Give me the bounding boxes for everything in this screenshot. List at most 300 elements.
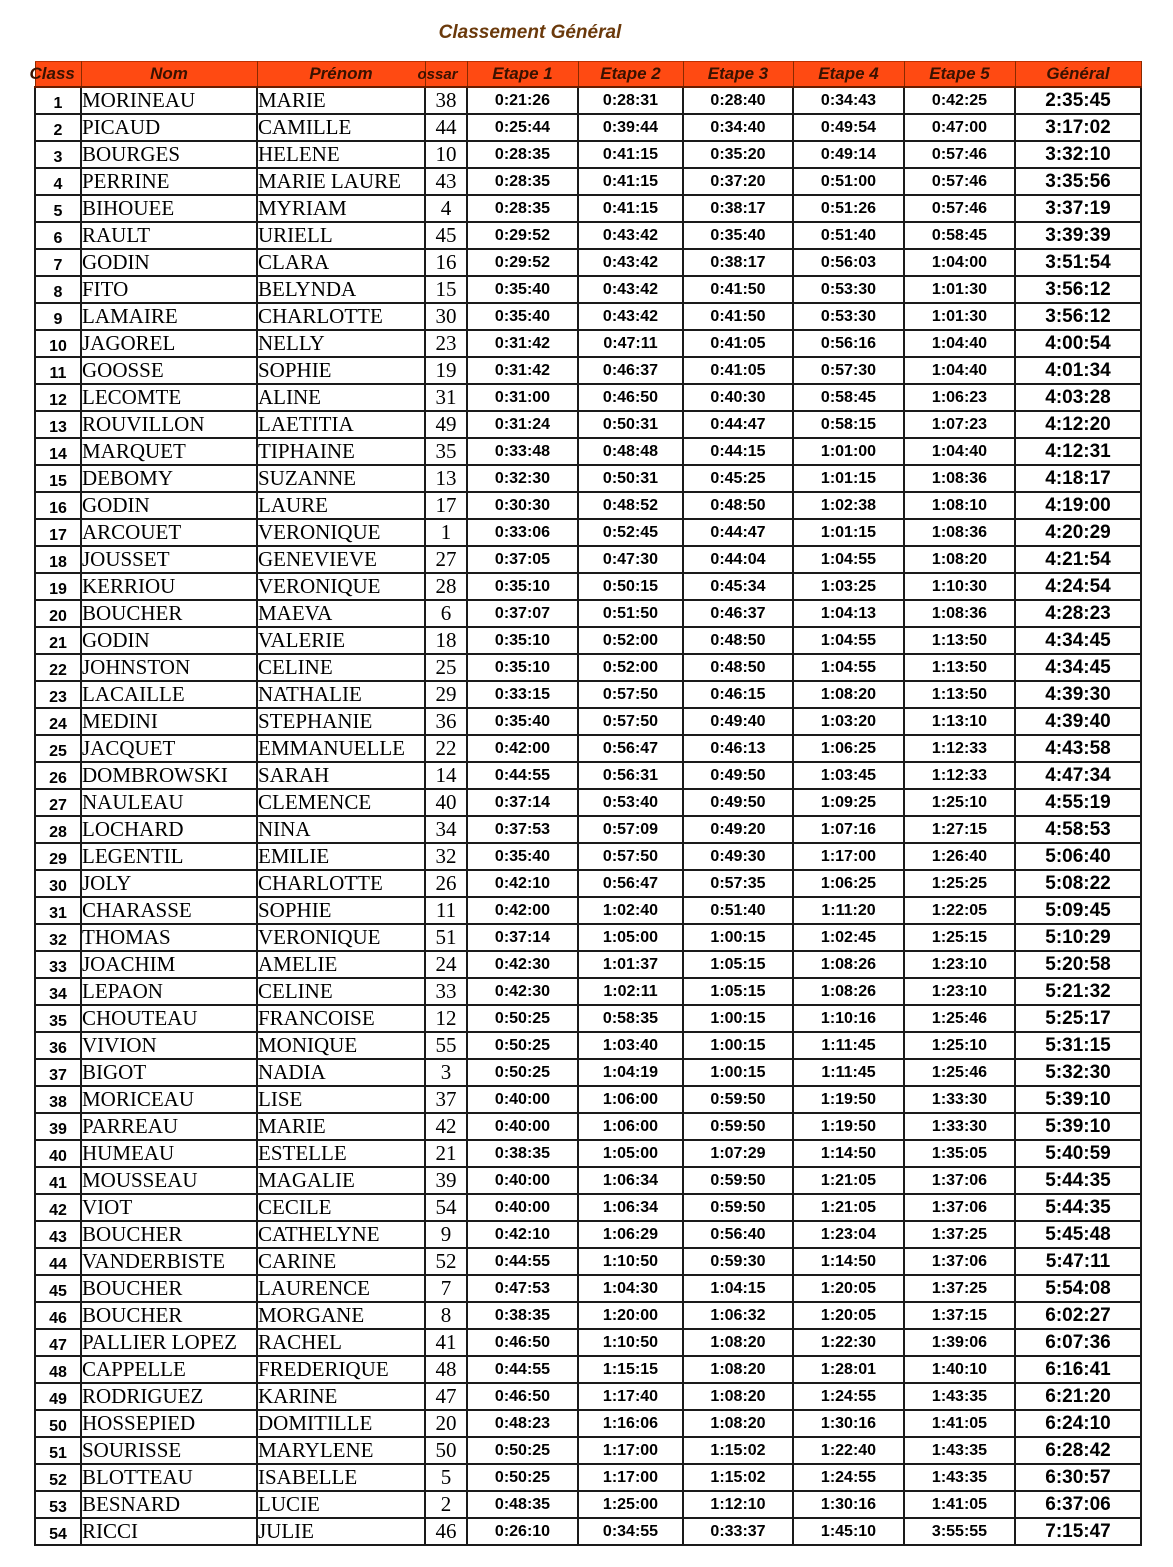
- etape-5-cell: 1:25:10: [904, 789, 1015, 816]
- etape-1-cell: 0:31:00: [467, 384, 578, 411]
- etape-3-cell: 0:40:30: [683, 384, 793, 411]
- prenom-cell: ESTELLE: [257, 1140, 425, 1167]
- etape-4-cell: 0:51:00: [793, 168, 904, 195]
- etape-5-cell: 1:07:23: [904, 411, 1015, 438]
- rank-cell: 42: [35, 1194, 81, 1221]
- etape-5-cell: 1:08:10: [904, 492, 1015, 519]
- etape-3-cell: 1:00:15: [683, 924, 793, 951]
- general-cell: 4:55:19: [1015, 789, 1141, 816]
- etape-2-cell: 1:06:00: [578, 1113, 683, 1140]
- table-row: [35, 1356, 1141, 1383]
- general-cell: 4:21:54: [1015, 546, 1141, 573]
- etape-5-cell: 1:25:10: [904, 1032, 1015, 1059]
- rank-cell: 47: [35, 1329, 81, 1356]
- etape-3-cell: 1:12:10: [683, 1491, 793, 1518]
- etape-1-cell: 0:37:07: [467, 600, 578, 627]
- table-row: [35, 1194, 1141, 1221]
- prenom-cell: MARIE LAURE: [257, 168, 425, 195]
- etape-3-cell: 0:46:13: [683, 735, 793, 762]
- dossard-cell: 51: [425, 924, 467, 951]
- prenom-cell: RACHEL: [257, 1329, 425, 1356]
- rank-cell: 11: [35, 357, 81, 384]
- general-cell: 3:35:56: [1015, 168, 1141, 195]
- nom-cell: PALLIER LOPEZ: [81, 1329, 257, 1356]
- prenom-cell: MAGALIE: [257, 1167, 425, 1194]
- etape-1-cell: 0:29:52: [467, 222, 578, 249]
- nom-cell: GODIN: [81, 492, 257, 519]
- etape-5-cell: 1:40:10: [904, 1356, 1015, 1383]
- nom-cell: LOCHARD: [81, 816, 257, 843]
- nom-cell: BOUCHER: [81, 600, 257, 627]
- etape-1-cell: 0:21:26: [467, 87, 578, 114]
- etape-1-cell: 0:42:10: [467, 870, 578, 897]
- column-header-nom: Nom: [81, 62, 257, 88]
- etape-4-cell: 1:06:25: [793, 735, 904, 762]
- rank-cell: 4: [35, 168, 81, 195]
- dossard-cell: 11: [425, 897, 467, 924]
- etape-3-cell: 0:59:50: [683, 1086, 793, 1113]
- etape-3-cell: 0:48:50: [683, 492, 793, 519]
- nom-cell: GODIN: [81, 627, 257, 654]
- etape-1-cell: 0:40:00: [467, 1194, 578, 1221]
- etape-2-cell: 0:58:35: [578, 1005, 683, 1032]
- prenom-cell: LAURENCE: [257, 1275, 425, 1302]
- table-row: [35, 681, 1141, 708]
- etape-2-cell: 1:02:11: [578, 978, 683, 1005]
- rank-cell: 34: [35, 978, 81, 1005]
- etape-5-cell: 1:43:35: [904, 1437, 1015, 1464]
- nom-cell: BIGOT: [81, 1059, 257, 1086]
- general-cell: 5:10:29: [1015, 924, 1141, 951]
- rank-cell: 24: [35, 708, 81, 735]
- etape-5-cell: 1:06:23: [904, 384, 1015, 411]
- page-title: [0, 22, 1060, 44]
- dossard-cell: 6: [425, 600, 467, 627]
- dossard-cell: 50: [425, 1437, 467, 1464]
- general-cell: 3:39:39: [1015, 222, 1141, 249]
- table-row: [35, 1032, 1141, 1059]
- dossard-cell: 2: [425, 1491, 467, 1518]
- etape-1-cell: 0:26:10: [467, 1518, 578, 1545]
- etape-4-cell: 1:23:04: [793, 1221, 904, 1248]
- rank-cell: 52: [35, 1464, 81, 1491]
- general-cell: 4:34:45: [1015, 654, 1141, 681]
- rank-cell: 28: [35, 816, 81, 843]
- etape-4-cell: 0:53:30: [793, 303, 904, 330]
- table-row: [35, 816, 1141, 843]
- etape-3-cell: 1:06:32: [683, 1302, 793, 1329]
- general-cell: 3:37:19: [1015, 195, 1141, 222]
- nom-cell: BOUCHER: [81, 1302, 257, 1329]
- prenom-cell: NATHALIE: [257, 681, 425, 708]
- table-row: [35, 87, 1141, 114]
- etape-2-cell: 1:06:29: [578, 1221, 683, 1248]
- etape-1-cell: 0:44:55: [467, 1356, 578, 1383]
- etape-4-cell: 1:03:45: [793, 762, 904, 789]
- rank-cell: 46: [35, 1302, 81, 1329]
- etape-5-cell: 1:41:05: [904, 1410, 1015, 1437]
- prenom-cell: SUZANNE: [257, 465, 425, 492]
- etape-2-cell: 0:52:00: [578, 627, 683, 654]
- etape-3-cell: 0:59:50: [683, 1194, 793, 1221]
- dossard-cell: 24: [425, 951, 467, 978]
- rank-cell: 45: [35, 1275, 81, 1302]
- etape-4-cell: 1:11:45: [793, 1032, 904, 1059]
- general-cell: 5:39:10: [1015, 1113, 1141, 1140]
- nom-cell: BLOTTEAU: [81, 1464, 257, 1491]
- dossard-cell: 13: [425, 465, 467, 492]
- etape-4-cell: 1:45:10: [793, 1518, 904, 1545]
- table-row: [35, 1005, 1141, 1032]
- etape-1-cell: 0:33:48: [467, 438, 578, 465]
- nom-cell: CHARASSE: [81, 897, 257, 924]
- rank-cell: 36: [35, 1032, 81, 1059]
- etape-1-cell: 0:37:14: [467, 789, 578, 816]
- dossard-cell: 48: [425, 1356, 467, 1383]
- rank-cell: 25: [35, 735, 81, 762]
- column-header-dossard: ossar: [425, 62, 467, 88]
- etape-5-cell: 1:08:20: [904, 546, 1015, 573]
- dossard-cell: 49: [425, 411, 467, 438]
- etape-1-cell: 0:35:40: [467, 843, 578, 870]
- etape-4-cell: 1:20:05: [793, 1302, 904, 1329]
- etape-1-cell: 0:35:40: [467, 708, 578, 735]
- column-header-rank: Class: [35, 62, 81, 88]
- nom-cell: BOUCHER: [81, 1221, 257, 1248]
- etape-1-cell: 0:31:42: [467, 357, 578, 384]
- dossard-cell: 47: [425, 1383, 467, 1410]
- general-cell: 6:37:06: [1015, 1491, 1141, 1518]
- column-header-general: Général: [1015, 62, 1141, 88]
- general-cell: 5:31:15: [1015, 1032, 1141, 1059]
- etape-2-cell: 0:50:31: [578, 411, 683, 438]
- etape-2-cell: 0:48:52: [578, 492, 683, 519]
- table-row: [35, 519, 1141, 546]
- prenom-cell: MONIQUE: [257, 1032, 425, 1059]
- etape-1-cell: 0:42:00: [467, 897, 578, 924]
- table-row: [35, 276, 1141, 303]
- table-row: [35, 438, 1141, 465]
- etape-1-cell: 0:31:42: [467, 330, 578, 357]
- etape-2-cell: 0:39:44: [578, 114, 683, 141]
- etape-5-cell: 1:01:30: [904, 303, 1015, 330]
- prenom-cell: NADIA: [257, 1059, 425, 1086]
- etape-2-cell: 1:06:34: [578, 1194, 683, 1221]
- etape-3-cell: 1:00:15: [683, 1005, 793, 1032]
- etape-3-cell: 1:07:29: [683, 1140, 793, 1167]
- dossard-cell: 12: [425, 1005, 467, 1032]
- dossard-cell: 26: [425, 870, 467, 897]
- etape-2-cell: 0:41:15: [578, 195, 683, 222]
- etape-5-cell: 1:22:05: [904, 897, 1015, 924]
- etape-4-cell: 1:22:40: [793, 1437, 904, 1464]
- etape-3-cell: 1:08:20: [683, 1383, 793, 1410]
- prenom-cell: JULIE: [257, 1518, 425, 1545]
- etape-3-cell: 1:15:02: [683, 1437, 793, 1464]
- table-row: [35, 546, 1141, 573]
- etape-2-cell: 0:41:15: [578, 168, 683, 195]
- nom-cell: MOUSSEAU: [81, 1167, 257, 1194]
- etape-2-cell: 0:52:45: [578, 519, 683, 546]
- general-cell: 4:47:34: [1015, 762, 1141, 789]
- etape-3-cell: 0:46:15: [683, 681, 793, 708]
- table-row: [35, 195, 1141, 222]
- etape-2-cell: 1:20:00: [578, 1302, 683, 1329]
- etape-3-cell: 1:08:20: [683, 1356, 793, 1383]
- etape-5-cell: 1:08:36: [904, 519, 1015, 546]
- etape-2-cell: 0:50:31: [578, 465, 683, 492]
- etape-1-cell: 0:30:30: [467, 492, 578, 519]
- etape-1-cell: 0:37:14: [467, 924, 578, 951]
- etape-3-cell: 0:35:40: [683, 222, 793, 249]
- rank-cell: 6: [35, 222, 81, 249]
- etape-3-cell: 1:00:15: [683, 1059, 793, 1086]
- rank-cell: 53: [35, 1491, 81, 1518]
- prenom-cell: NINA: [257, 816, 425, 843]
- prenom-cell: LUCIE: [257, 1491, 425, 1518]
- etape-5-cell: 0:57:46: [904, 195, 1015, 222]
- etape-3-cell: 0:33:37: [683, 1518, 793, 1545]
- dossard-cell: 17: [425, 492, 467, 519]
- nom-cell: VANDERBISTE: [81, 1248, 257, 1275]
- etape-2-cell: 0:53:40: [578, 789, 683, 816]
- nom-cell: PICAUD: [81, 114, 257, 141]
- prenom-cell: SARAH: [257, 762, 425, 789]
- general-cell: 4:34:45: [1015, 627, 1141, 654]
- table-row: [35, 1491, 1141, 1518]
- etape-3-cell: 0:46:37: [683, 600, 793, 627]
- etape-4-cell: 1:11:20: [793, 897, 904, 924]
- general-cell: 4:20:29: [1015, 519, 1141, 546]
- etape-4-cell: 1:24:55: [793, 1383, 904, 1410]
- etape-3-cell: 0:45:34: [683, 573, 793, 600]
- prenom-cell: ALINE: [257, 384, 425, 411]
- prenom-cell: MORGANE: [257, 1302, 425, 1329]
- etape-3-cell: 1:05:15: [683, 951, 793, 978]
- rank-cell: 48: [35, 1356, 81, 1383]
- table-row: [35, 357, 1141, 384]
- rank-cell: 35: [35, 1005, 81, 1032]
- etape-4-cell: 1:11:45: [793, 1059, 904, 1086]
- nom-cell: ROUVILLON: [81, 411, 257, 438]
- dossard-cell: 31: [425, 384, 467, 411]
- etape-3-cell: 0:59:50: [683, 1113, 793, 1140]
- general-cell: 5:06:40: [1015, 843, 1141, 870]
- table-row: [35, 897, 1141, 924]
- table-row: [35, 1410, 1141, 1437]
- etape-4-cell: 1:04:55: [793, 654, 904, 681]
- dossard-cell: 32: [425, 843, 467, 870]
- etape-3-cell: 0:28:40: [683, 87, 793, 114]
- rank-cell: 44: [35, 1248, 81, 1275]
- etape-5-cell: 1:13:50: [904, 627, 1015, 654]
- dossard-cell: 7: [425, 1275, 467, 1302]
- general-cell: 4:00:54: [1015, 330, 1141, 357]
- table-row: [35, 978, 1141, 1005]
- prenom-cell: CHARLOTTE: [257, 870, 425, 897]
- etape-4-cell: 1:17:00: [793, 843, 904, 870]
- nom-cell: MORINEAU: [81, 87, 257, 114]
- etape-2-cell: 0:28:31: [578, 87, 683, 114]
- rank-cell: 17: [35, 519, 81, 546]
- nom-cell: ARCOUET: [81, 519, 257, 546]
- etape-4-cell: 0:58:45: [793, 384, 904, 411]
- rank-cell: 33: [35, 951, 81, 978]
- rank-cell: 23: [35, 681, 81, 708]
- etape-5-cell: 1:08:36: [904, 600, 1015, 627]
- etape-5-cell: 1:43:35: [904, 1464, 1015, 1491]
- general-cell: 3:56:12: [1015, 276, 1141, 303]
- etape-5-cell: 1:37:25: [904, 1221, 1015, 1248]
- column-header-etape-3: Etape 3: [683, 62, 793, 88]
- nom-cell: MEDINI: [81, 708, 257, 735]
- prenom-cell: CLARA: [257, 249, 425, 276]
- etape-2-cell: 0:51:50: [578, 600, 683, 627]
- etape-1-cell: 0:35:40: [467, 303, 578, 330]
- etape-2-cell: 1:04:19: [578, 1059, 683, 1086]
- table-row: [35, 1248, 1141, 1275]
- etape-4-cell: 0:51:26: [793, 195, 904, 222]
- dossard-cell: 5: [425, 1464, 467, 1491]
- prenom-cell: LAURE: [257, 492, 425, 519]
- rank-cell: 54: [35, 1518, 81, 1545]
- dossard-cell: 46: [425, 1518, 467, 1545]
- prenom-cell: STEPHANIE: [257, 708, 425, 735]
- etape-3-cell: 0:44:47: [683, 411, 793, 438]
- general-cell: 4:03:28: [1015, 384, 1141, 411]
- general-cell: 2:35:45: [1015, 87, 1141, 114]
- table-row: [35, 1275, 1141, 1302]
- etape-3-cell: 0:51:40: [683, 897, 793, 924]
- etape-4-cell: 1:01:15: [793, 519, 904, 546]
- etape-2-cell: 1:16:06: [578, 1410, 683, 1437]
- etape-4-cell: 1:07:16: [793, 816, 904, 843]
- etape-1-cell: 0:25:44: [467, 114, 578, 141]
- etape-5-cell: 1:08:36: [904, 465, 1015, 492]
- general-cell: 4:01:34: [1015, 357, 1141, 384]
- general-cell: 6:21:20: [1015, 1383, 1141, 1410]
- etape-4-cell: 1:04:55: [793, 546, 904, 573]
- general-cell: 4:19:00: [1015, 492, 1141, 519]
- etape-5-cell: 1:26:40: [904, 843, 1015, 870]
- etape-4-cell: 1:14:50: [793, 1140, 904, 1167]
- nom-cell: MARQUET: [81, 438, 257, 465]
- dossard-cell: 44: [425, 114, 467, 141]
- etape-5-cell: 0:57:46: [904, 168, 1015, 195]
- etape-3-cell: 0:59:50: [683, 1167, 793, 1194]
- etape-1-cell: 0:40:00: [467, 1086, 578, 1113]
- prenom-cell: CLEMENCE: [257, 789, 425, 816]
- dossard-cell: 9: [425, 1221, 467, 1248]
- etape-4-cell: 1:21:05: [793, 1194, 904, 1221]
- etape-2-cell: 1:17:00: [578, 1437, 683, 1464]
- etape-2-cell: 0:46:37: [578, 357, 683, 384]
- dossard-cell: 21: [425, 1140, 467, 1167]
- etape-5-cell: 0:57:46: [904, 141, 1015, 168]
- etape-1-cell: 0:28:35: [467, 141, 578, 168]
- etape-2-cell: 0:57:50: [578, 843, 683, 870]
- etape-4-cell: 0:57:30: [793, 357, 904, 384]
- etape-1-cell: 0:42:30: [467, 951, 578, 978]
- rank-cell: 16: [35, 492, 81, 519]
- etape-1-cell: 0:42:10: [467, 1221, 578, 1248]
- prenom-cell: CELINE: [257, 654, 425, 681]
- etape-2-cell: 1:17:40: [578, 1383, 683, 1410]
- rank-cell: 29: [35, 843, 81, 870]
- etape-5-cell: 1:25:15: [904, 924, 1015, 951]
- etape-4-cell: 1:04:55: [793, 627, 904, 654]
- etape-4-cell: 1:30:16: [793, 1491, 904, 1518]
- etape-3-cell: 0:41:05: [683, 330, 793, 357]
- etape-4-cell: 0:56:03: [793, 249, 904, 276]
- general-cell: 5:44:35: [1015, 1194, 1141, 1221]
- prenom-cell: MAEVA: [257, 600, 425, 627]
- rank-cell: 32: [35, 924, 81, 951]
- etape-4-cell: 0:49:54: [793, 114, 904, 141]
- etape-4-cell: 0:53:30: [793, 276, 904, 303]
- dossard-cell: 20: [425, 1410, 467, 1437]
- nom-cell: RICCI: [81, 1518, 257, 1545]
- table-row: [35, 1437, 1141, 1464]
- table-row: [35, 1113, 1141, 1140]
- general-cell: 6:16:41: [1015, 1356, 1141, 1383]
- rank-cell: 8: [35, 276, 81, 303]
- dossard-cell: 16: [425, 249, 467, 276]
- etape-5-cell: 1:33:30: [904, 1086, 1015, 1113]
- etape-5-cell: 1:13:50: [904, 681, 1015, 708]
- rank-cell: 39: [35, 1113, 81, 1140]
- table-row: [35, 843, 1141, 870]
- etape-5-cell: 1:04:40: [904, 330, 1015, 357]
- etape-3-cell: 0:41:50: [683, 276, 793, 303]
- etape-5-cell: 1:13:50: [904, 654, 1015, 681]
- etape-4-cell: 1:02:38: [793, 492, 904, 519]
- prenom-cell: NELLY: [257, 330, 425, 357]
- table-row: [35, 1302, 1141, 1329]
- prenom-cell: DOMITILLE: [257, 1410, 425, 1437]
- table-row: [35, 573, 1141, 600]
- etape-3-cell: 0:44:47: [683, 519, 793, 546]
- dossard-cell: 42: [425, 1113, 467, 1140]
- dossard-cell: 22: [425, 735, 467, 762]
- general-cell: 4:43:58: [1015, 735, 1141, 762]
- etape-5-cell: 1:37:25: [904, 1275, 1015, 1302]
- rank-cell: 1: [35, 87, 81, 114]
- nom-cell: NAULEAU: [81, 789, 257, 816]
- etape-2-cell: 0:57:09: [578, 816, 683, 843]
- rank-cell: 51: [35, 1437, 81, 1464]
- etape-1-cell: 0:28:35: [467, 168, 578, 195]
- etape-2-cell: 0:56:47: [578, 870, 683, 897]
- dossard-cell: 28: [425, 573, 467, 600]
- rank-cell: 22: [35, 654, 81, 681]
- etape-4-cell: 0:58:15: [793, 411, 904, 438]
- etape-1-cell: 0:35:10: [467, 654, 578, 681]
- rank-cell: 14: [35, 438, 81, 465]
- etape-4-cell: 1:08:20: [793, 681, 904, 708]
- etape-1-cell: 0:46:50: [467, 1329, 578, 1356]
- etape-3-cell: 0:45:25: [683, 465, 793, 492]
- prenom-cell: AMELIE: [257, 951, 425, 978]
- table-row: [35, 249, 1141, 276]
- general-cell: 3:51:54: [1015, 249, 1141, 276]
- etape-3-cell: 0:44:15: [683, 438, 793, 465]
- prenom-cell: URIELL: [257, 222, 425, 249]
- etape-4-cell: 1:21:05: [793, 1167, 904, 1194]
- dossard-cell: 15: [425, 276, 467, 303]
- prenom-cell: LISE: [257, 1086, 425, 1113]
- general-cell: 6:30:57: [1015, 1464, 1141, 1491]
